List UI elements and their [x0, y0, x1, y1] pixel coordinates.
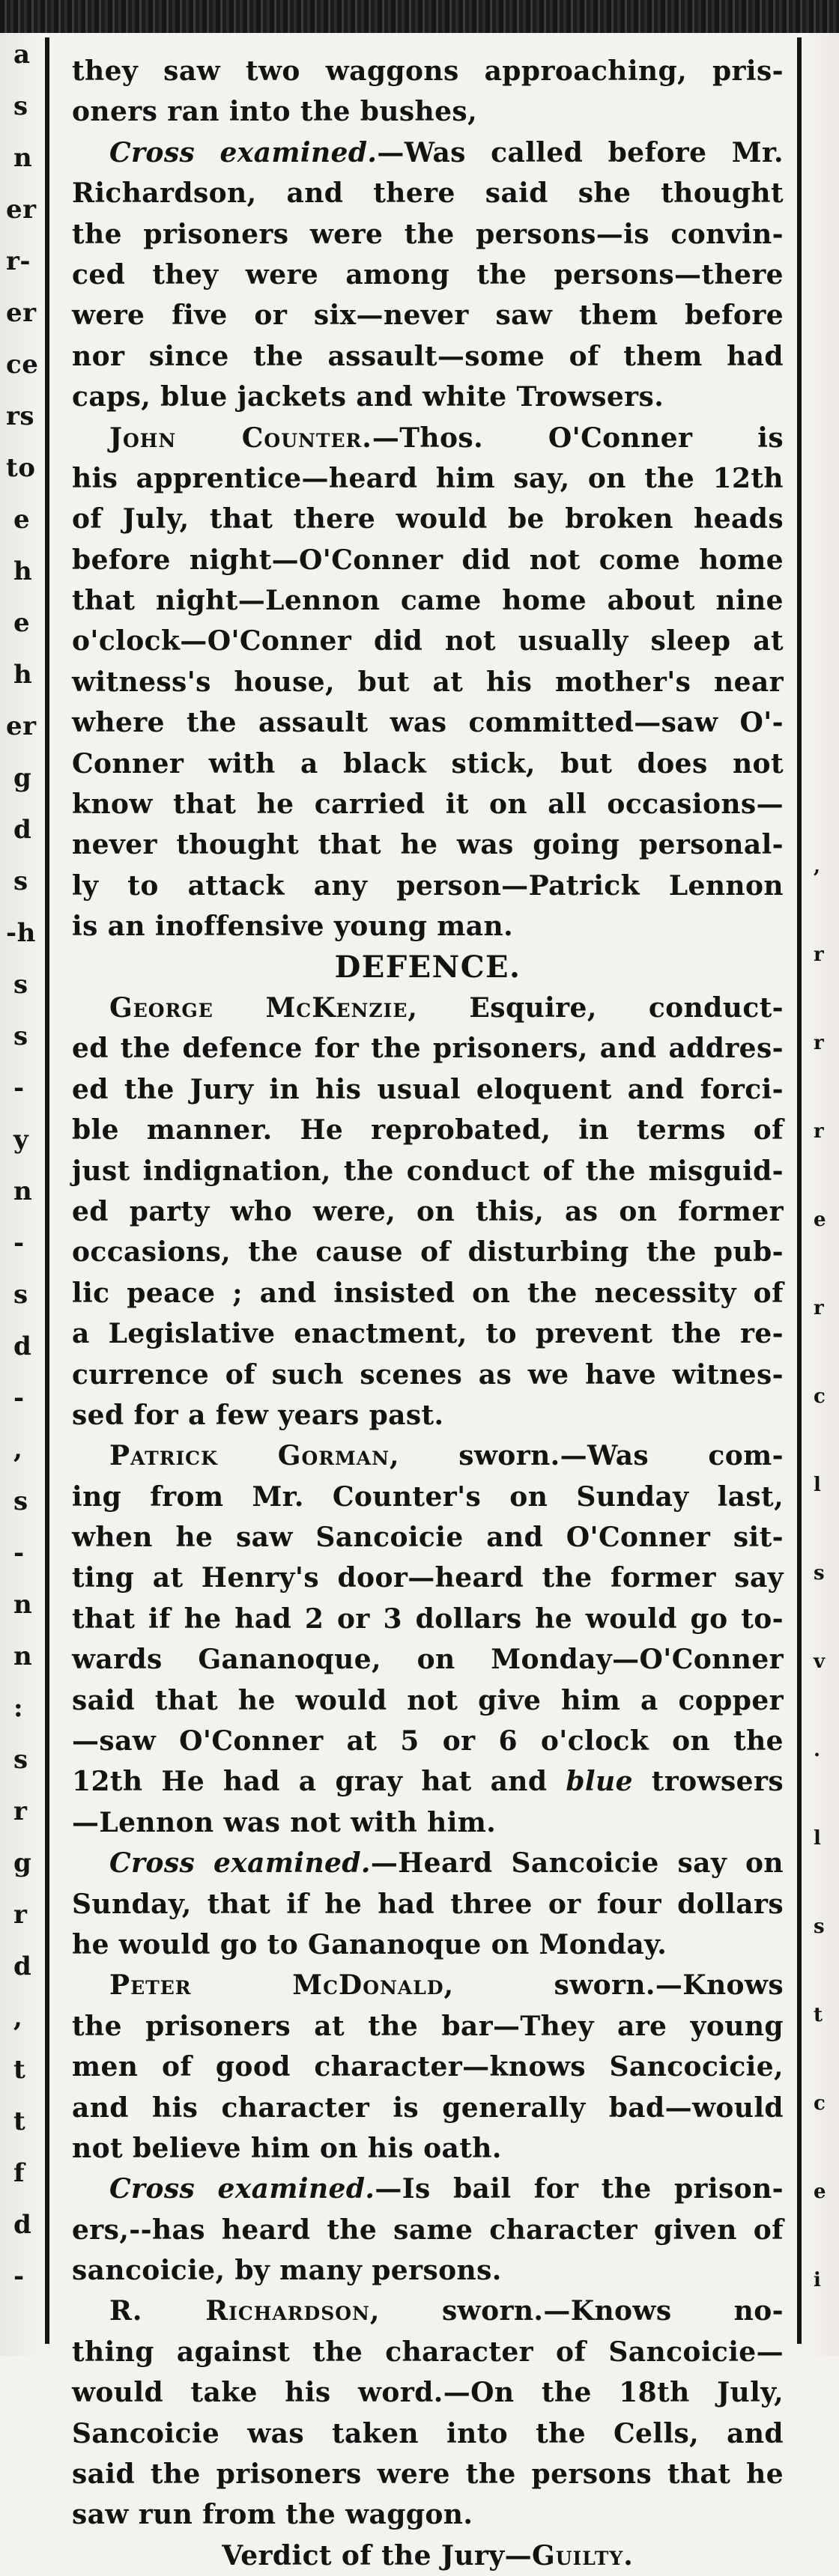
margin-fragment: rs — [6, 401, 35, 431]
speaker-name: George McKenzie — [109, 991, 408, 1024]
text-line — [72, 2536, 784, 2576]
text-run: DEFENCE. — [334, 949, 521, 985]
text-run: trowsers — [632, 1766, 784, 1798]
text-run: —saw O'Conner at 5 or 6 o'clock on the — [72, 1725, 784, 1758]
text-run: a Legislative enactment, to prevent the re- — [72, 1318, 784, 1350]
margin-fragment: er — [6, 195, 37, 225]
margin-fragment: r — [814, 1120, 825, 1143]
text-line — [72, 336, 784, 377]
text-run: —Thos. O'Conner is — [372, 422, 784, 454]
text-line — [72, 295, 784, 335]
text-run: Sunday, that if he had three or four dollars — [72, 1888, 784, 1920]
margin-fragment: l — [814, 1474, 822, 1496]
margin-fragment: , — [814, 855, 821, 878]
text-line — [72, 133, 784, 173]
text-run: know that he carried it on all occasions— — [72, 789, 784, 821]
text-line — [72, 2494, 784, 2535]
text-run: currence of such scenes as we have witnes- — [72, 1358, 784, 1391]
text-line — [72, 1395, 784, 1436]
text-run: never thought that he was going personal- — [72, 829, 784, 861]
text-line — [72, 1110, 784, 1150]
text-line — [72, 1802, 784, 1843]
margin-fragment: r — [13, 1796, 28, 1826]
text-run: witness's house, but at his mother's near — [72, 666, 784, 698]
margin-fragment: - — [13, 1073, 25, 1103]
text-line — [72, 2332, 784, 2372]
margin-fragment: s — [13, 1486, 28, 1516]
text-run: the prisoners at the bar—They are young — [72, 2010, 784, 2042]
text-run: lic peace ; and insisted on the necessity of — [72, 1277, 784, 1309]
column-rule-left — [45, 37, 49, 2344]
speaker-name: R. Richardson — [109, 2295, 370, 2327]
text-line — [72, 744, 784, 784]
text-run: Richardson, and there said she thought — [72, 177, 784, 210]
text-line — [72, 1477, 784, 1517]
margin-fragment: h — [13, 556, 33, 586]
margin-fragment: d — [13, 1331, 32, 1361]
text-run: would take his word.—On the 18th July, — [72, 2377, 784, 2409]
text-line — [72, 702, 784, 743]
margin-fragment: . — [814, 1739, 821, 1761]
margin-fragment: s — [814, 1916, 826, 1938]
margin-fragment: d — [13, 2210, 32, 2240]
text-line — [72, 2128, 784, 2169]
margin-fragment: t — [13, 2106, 26, 2136]
margin-fragment: s — [13, 1745, 28, 1775]
text-line — [72, 173, 784, 213]
text-run: said that he would not give him a copper — [72, 1684, 784, 1716]
margin-fragment: i — [814, 2269, 822, 2291]
text-line — [72, 1680, 784, 1721]
text-line — [72, 91, 784, 132]
text-line — [72, 499, 784, 539]
text-line — [72, 2250, 784, 2291]
text-line — [72, 1069, 784, 1110]
text-run: not believe him on his oath. — [72, 2132, 502, 2164]
text-line — [72, 1191, 784, 1232]
text-line — [72, 1517, 784, 1558]
text-run: Conner with a black stick, but does not — [72, 747, 784, 780]
text-run: that if he had 2 or 3 dollars he would go to- — [72, 1603, 784, 1635]
margin-fragment: n — [13, 1176, 33, 1206]
article-column — [72, 51, 784, 2572]
text-line — [72, 1273, 784, 1313]
margin-fragment: f — [13, 2158, 25, 2188]
text-run: ly to attack any person—Patrick Lennon — [72, 869, 784, 902]
margin-fragment: d — [13, 1951, 32, 1981]
text-run: ced they were among the persons—there — [72, 258, 784, 291]
text-line — [72, 1355, 784, 1395]
text-line — [72, 1925, 784, 1965]
margin-fragment: n — [13, 1590, 33, 1620]
margin-fragment: g — [13, 763, 32, 793]
text-run: sed for a few years past. — [72, 1399, 444, 1431]
text-run: , sworn.—Was com- — [389, 1440, 784, 1472]
text-line — [72, 1843, 784, 1883]
text-run: , Esquire, conduct- — [408, 991, 784, 1024]
text-run: ing from Mr. Counter's on Sunday last, — [72, 1480, 784, 1513]
margin-fragment: t — [13, 2055, 26, 2085]
text-run: saw run from the waggon. — [72, 2499, 473, 2531]
text-line — [72, 1761, 784, 1802]
margin-fragment: g — [13, 1848, 32, 1878]
text-line — [72, 824, 784, 865]
text-run: where the assault was committed—saw O'- — [72, 707, 784, 739]
text-line — [72, 784, 784, 824]
text-run: ed the defence for the prisoners, and addres- — [72, 1033, 784, 1065]
italic-text: Cross examined. — [109, 2173, 375, 2205]
text-line — [72, 2088, 784, 2128]
text-run: nor since the assault—some of them had — [72, 340, 784, 372]
margin-fragment: - — [13, 1228, 25, 1258]
margin-fragment: e — [814, 1209, 827, 1231]
margin-fragment: e — [814, 2181, 827, 2203]
margin-fragment: to — [6, 453, 36, 483]
text-run: that night—Lennon came home about nine — [72, 585, 784, 617]
text-line — [72, 255, 784, 295]
text-line — [72, 2210, 784, 2250]
text-run: —Lennon was not with him. — [72, 1806, 497, 1838]
text-run: occasions, the cause of disturbing the pub- — [72, 1236, 784, 1269]
text-line — [72, 51, 784, 91]
text-run: —Is bail for the prison- — [375, 2173, 784, 2205]
text-run: were five or six—never saw them before — [72, 300, 784, 332]
text-run: just indignation, the conduct of the misguid- — [72, 1155, 784, 1187]
text-line — [72, 2414, 784, 2454]
text-line — [72, 580, 784, 621]
left-column-fragment — [0, 33, 45, 2356]
margin-fragment: n — [13, 1641, 33, 1671]
text-line — [72, 418, 784, 458]
text-run: caps, blue jackets and white Trowsers. — [72, 381, 664, 413]
margin-fragment: : — [13, 1693, 24, 1723]
text-run: Verdict of the Jury— — [222, 2539, 533, 2572]
text-line — [72, 621, 784, 661]
text-run: he would go to Gananoque on Monday. — [72, 1928, 667, 1960]
text-line — [72, 1639, 784, 1680]
margin-fragment: ce — [6, 350, 39, 380]
text-line — [72, 2454, 784, 2494]
text-line — [72, 1313, 784, 1354]
text-run: his apprentice—heard him say, on the 12th — [72, 462, 784, 494]
text-line — [72, 662, 784, 702]
text-run: they saw two waggons approaching, pris- — [72, 55, 784, 87]
text-line — [72, 1436, 784, 1476]
margin-fragment: - — [13, 1538, 25, 1568]
top-rule — [0, 0, 839, 33]
text-run: Sancoicie was taken into the Cells, and — [72, 2417, 784, 2449]
text-run: o'clock—O'Conner did not usually sleep at — [72, 625, 784, 657]
margin-fragment: er — [6, 711, 37, 741]
speaker-name: Peter McDonald — [109, 1969, 444, 2002]
text-line — [72, 1151, 784, 1191]
margin-fragment: d — [13, 815, 32, 845]
margin-fragment: - — [13, 2261, 25, 2291]
text-line — [72, 2169, 784, 2209]
text-run: ers,--has heard the same character given of — [72, 2214, 784, 2246]
margin-fragment: r — [814, 1297, 825, 1319]
margin-fragment: r — [814, 1032, 825, 1054]
text-run: oners ran into the bushes, — [72, 96, 478, 128]
text-run: when he saw Sancoicie and O'Conner sit- — [72, 1522, 784, 1554]
text-run: ed the Jury in his usual eloquent and forci- — [72, 1073, 784, 1105]
margin-fragment: - — [13, 1383, 25, 1413]
text-line — [72, 1558, 784, 1598]
margin-fragment: e — [13, 608, 31, 638]
section-heading — [72, 947, 784, 988]
italic-text: Cross examined. — [109, 1847, 371, 1880]
text-line — [72, 1721, 784, 1761]
margin-fragment: -h — [6, 918, 36, 948]
margin-fragment: s — [13, 866, 28, 896]
text-run: ble manner. He reprobated, in terms of — [72, 1114, 784, 1146]
text-line — [72, 458, 784, 499]
speaker-name: Guilty. — [532, 2539, 634, 2572]
margin-fragment: a — [13, 40, 31, 70]
margin-fragment: s — [13, 970, 28, 1000]
right-column-fragment — [802, 33, 839, 2356]
italic-text: Cross examined. — [109, 136, 378, 168]
text-line — [72, 988, 784, 1028]
text-run: —Heard Sancoicie say on — [370, 1847, 784, 1880]
margin-fragment: s — [13, 91, 28, 121]
margin-fragment: c — [814, 1385, 826, 1408]
text-run: , sworn.—Knows — [443, 1969, 784, 2002]
margin-fragment: s — [13, 1280, 28, 1310]
text-run: is an inoffensive young man. — [72, 911, 514, 943]
speaker-name: Patrick Gorman — [109, 1440, 390, 1472]
text-run: and his character is generally bad—would — [72, 2092, 784, 2124]
italic-text: blue — [566, 1766, 633, 1798]
text-line — [72, 214, 784, 255]
text-run: —Was called before Mr. — [377, 136, 784, 168]
text-line — [72, 1965, 784, 2005]
text-line — [72, 1028, 784, 1069]
text-line — [72, 540, 784, 580]
text-run: ting at Henry's door—heard the former say — [72, 1562, 784, 1594]
text-run: ed party who were, on this, as on former — [72, 1195, 784, 1227]
text-line — [72, 2006, 784, 2047]
text-run: of July, that there would be broken heads — [72, 503, 784, 535]
text-line — [72, 1232, 784, 1272]
text-run: the prisoners were the persons—is convin- — [72, 218, 784, 250]
text-run: thing against the character of Sancoicie— — [72, 2336, 784, 2368]
margin-fragment: e — [13, 505, 31, 535]
margin-fragment: r — [13, 1900, 28, 1930]
margin-fragment: er — [6, 298, 37, 328]
margin-fragment: r — [814, 944, 825, 966]
margin-fragment: c — [814, 2092, 826, 2115]
margin-fragment: y — [13, 1125, 29, 1155]
margin-fragment: r- — [6, 246, 31, 276]
margin-fragment: v — [814, 1650, 826, 1673]
text-line — [72, 906, 784, 947]
text-run: sancoicie, by many persons. — [72, 2255, 502, 2287]
text-run: men of good character—knows Sancocicie, — [72, 2051, 784, 2083]
text-line — [72, 2291, 784, 2331]
text-run: before night—O'Conner did not come home — [72, 544, 784, 576]
text-line — [72, 2372, 784, 2413]
speaker-name: John Counter. — [109, 422, 372, 454]
text-line — [72, 377, 784, 417]
text-run: wards Gananoque, on Monday—O'Conner — [72, 1644, 784, 1676]
text-line — [72, 1884, 784, 1925]
text-line — [72, 1599, 784, 1639]
text-run: 12th He had a gray hat and — [72, 1766, 566, 1798]
margin-fragment: n — [13, 143, 33, 173]
text-line — [72, 866, 784, 906]
text-run: said the prisoners were the persons that he — [72, 2458, 784, 2491]
text-run: , sworn.—Knows no- — [369, 2295, 784, 2327]
margin-fragment: , — [13, 2003, 23, 2033]
margin-fragment: , — [13, 1435, 23, 1465]
margin-fragment: s — [814, 1562, 826, 1585]
text-line — [72, 2047, 784, 2087]
margin-fragment: s — [13, 1021, 28, 1051]
margin-fragment: h — [13, 660, 33, 690]
margin-fragment: t — [814, 2004, 823, 2026]
margin-fragment: l — [814, 1827, 822, 1850]
